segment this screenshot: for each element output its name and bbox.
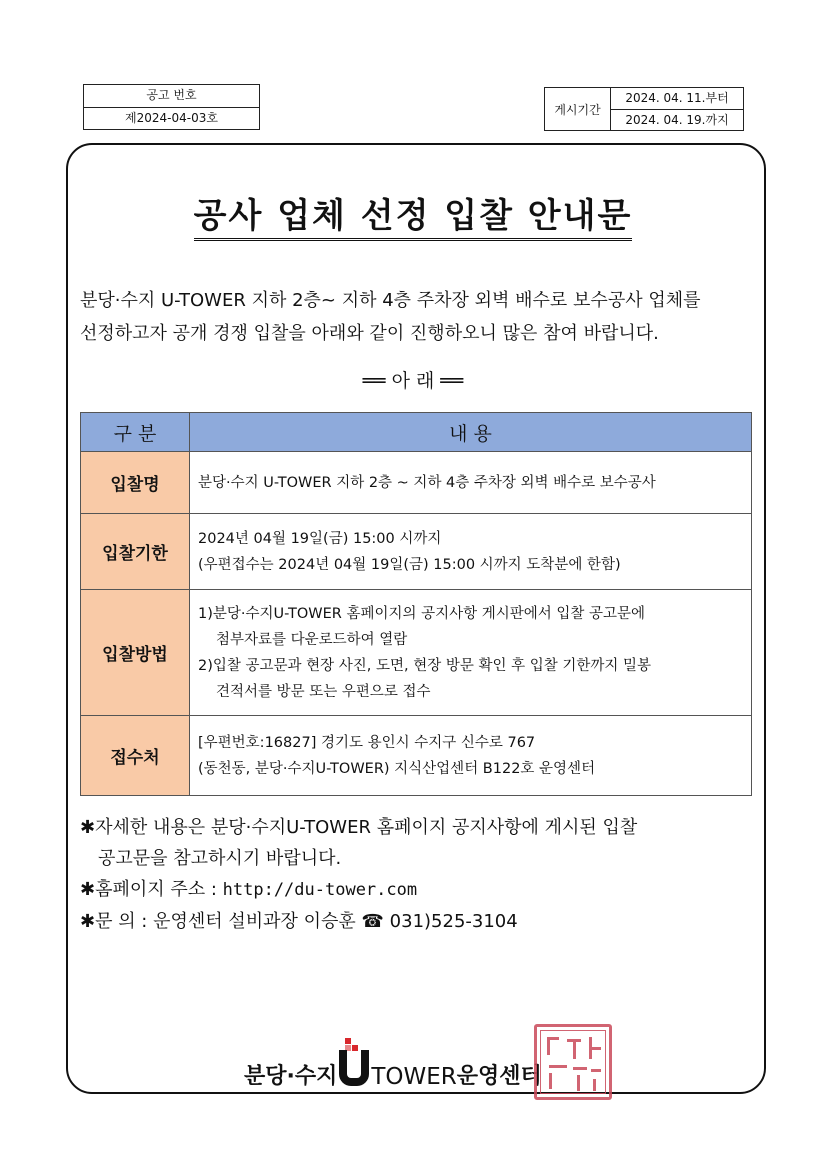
notice-number-value: 제2024-04-03호 [84,107,259,129]
bid-info-table [80,412,752,796]
row-value [190,452,752,514]
row-value [190,716,752,796]
signature [244,1030,542,1090]
table-row-deadline [81,514,752,590]
row-label: 접수처 [81,716,190,796]
table-header-row [81,413,752,452]
page-title [0,188,826,237]
row-line: 1)분당·수지U-TOWER 홈페이지의 공지사항 게시판에서 입찰 공고문에 [198,605,646,622]
row-line: [우편번호:16827] 경기도 용인시 수지구 신수로 767 [198,734,536,751]
intro-paragraph [80,284,750,350]
notes-section [80,812,760,937]
posting-period-box [544,87,744,131]
posting-period-label: 게시기간 [545,88,611,130]
homepage-url[interactable]: http://du-tower.com [222,880,418,900]
table-row-reception [81,716,752,796]
signature-prefix: 분당·수지 [244,1064,338,1089]
official-seal-icon [534,1024,612,1100]
row-line: 분당·수지 U-TOWER 지하 2층 ~ 지하 4층 주차장 외벽 배수로 보수공사 [198,474,656,491]
notice-number-box [83,84,260,130]
posting-period-to: 2024. 04. 19.까지 [611,109,743,130]
table-row-method [81,590,752,716]
intro-line-1: 분당·수지 U-TOWER 지하 2층~ 지하 4층 주차장 외벽 배수로 보수공사 업체를 [80,290,701,311]
notice-number-label: 공고 번호 [146,88,197,102]
table-row-bid-name [81,452,752,514]
posting-period-from: 2024. 04. 11.부터 [625,91,729,105]
note-contact: ✱문 의 : 운영센터 설비과장 이승훈 ☎ 031)525-3104 [80,911,518,932]
u-tower-logo-icon [339,1038,369,1090]
section-divider: ══ 아 래 ══ [362,370,464,392]
note-details-line-1: ✱자세한 내용은 분당·수지U-TOWER 홈페이지 공지사항에 게시된 입찰 [80,817,638,838]
signature-tower: TOWER [371,1064,457,1090]
note-details-line-2: 공고문을 참고하시기 바랍니다. [98,848,342,869]
row-line: 첨부자료를 다운로드하여 열람 [216,631,408,648]
signature-suffix: 운영센터 [456,1064,542,1089]
row-line: 2024년 04월 19일(금) 15:00 시까지 [198,530,442,547]
row-line: (동천동, 분당·수지U-TOWER) 지식산업센터 B122호 운영센터 [198,760,596,777]
row-value [190,590,752,716]
row-label: 입찰기한 [81,514,190,590]
homepage-label: ✱홈페이지 주소 : [80,879,223,900]
row-label: 입찰명 [81,452,190,514]
row-label: 입찰방법 [81,590,190,716]
row-line: (우편접수는 2024년 04월 19일(금) 15:00 시까지 도착분에 한함) [198,556,621,573]
page-title-text: 공사 업체 선정 입찰 안내문 [194,196,633,241]
row-line: 2)입찰 공고문과 현장 사진, 도면, 현장 방문 확인 후 입찰 기한까지 밀봉 [198,657,651,674]
row-value [190,514,752,590]
intro-line-2: 선정하고자 공개 경쟁 입찰을 아래와 같이 진행하오니 많은 참여 바랍니다. [80,323,659,344]
note-homepage [80,874,760,906]
row-line: 견적서를 방문 또는 우편으로 접수 [216,683,431,700]
table-header-content: 내 용 [190,413,752,452]
table-header-category: 구 분 [81,413,190,452]
